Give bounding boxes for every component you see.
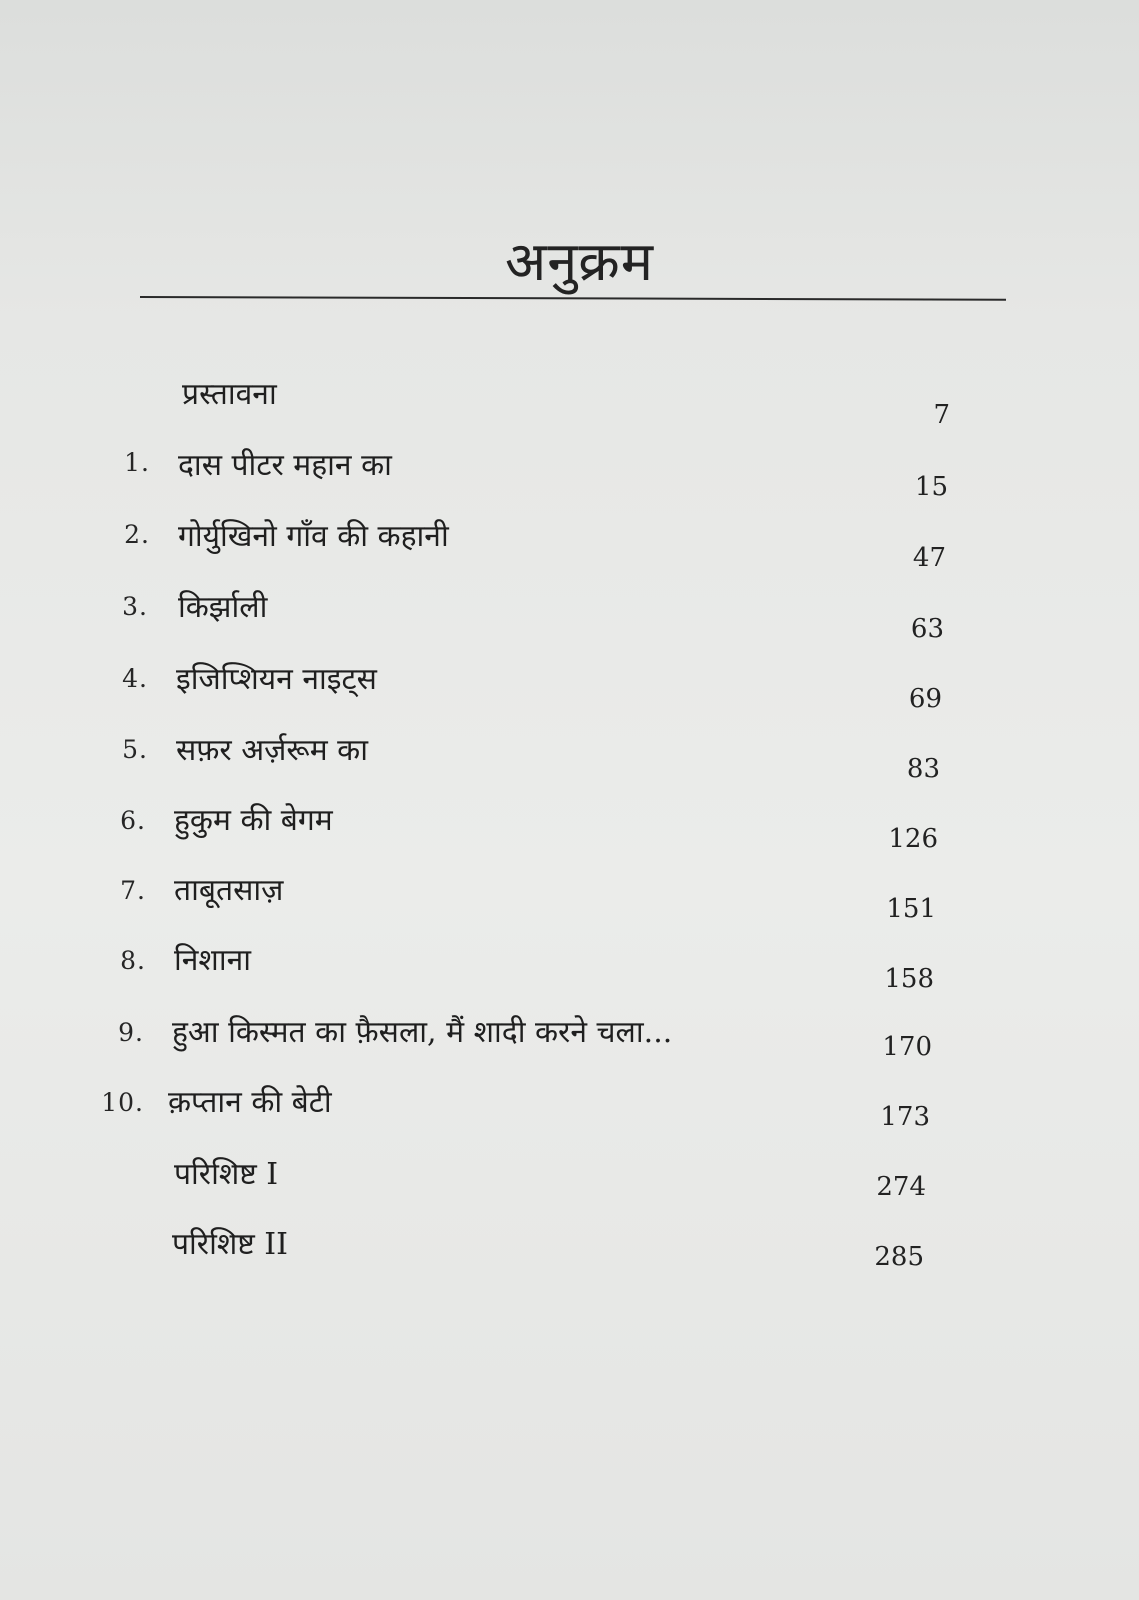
toc-entry-title: परिशिष्ट I: [174, 1157, 279, 1192]
toc-entry-number: 1.: [124, 448, 150, 477]
toc-entry-page: 63: [910, 614, 944, 644]
toc-entry-page: 69: [908, 684, 942, 714]
toc-entry-title: सफ़र अर्ज़रूम का: [176, 733, 368, 768]
toc-entry-number: 8.: [120, 946, 146, 975]
toc-entry-title: ताबूतसाज़: [174, 873, 284, 908]
toc-entry-number: 4.: [122, 664, 148, 693]
toc-entry-number: 2.: [124, 520, 150, 549]
toc-entry-title: निशाना: [174, 943, 252, 978]
toc-entry-title: क़प्तान की बेटी: [168, 1085, 332, 1120]
toc-entry-title: परिशिष्ट II: [172, 1227, 289, 1262]
toc-entry-page: 151: [886, 894, 936, 924]
page-title: अनुक्रम: [505, 230, 654, 293]
toc-entry-title: प्रस्तावना: [182, 377, 277, 412]
toc-entry-number: 10.: [101, 1088, 144, 1117]
toc-entry-page: 7: [933, 400, 950, 430]
toc-entry-title: किर्झाली: [178, 590, 268, 625]
toc-entry-page: 285: [874, 1242, 924, 1272]
toc-entry-number: 9.: [118, 1018, 144, 1047]
toc-entry-number: 6.: [120, 806, 146, 835]
toc-entry-title: दास पीटर महान का: [178, 448, 392, 483]
toc-entry-number: 5.: [122, 735, 148, 764]
toc-entry-page: 274: [876, 1172, 926, 1202]
toc-entry-title: हुकुम की बेगम: [174, 803, 333, 838]
toc-entry-page: 170: [882, 1032, 932, 1062]
toc-entry-title: गोर्युखिनो गाँव की कहानी: [178, 519, 449, 554]
toc-entry-page: 15: [914, 472, 948, 502]
toc-entry-page: 158: [884, 964, 934, 994]
toc-entry-number: 7.: [120, 876, 146, 905]
toc-entry-page: 173: [880, 1102, 930, 1132]
toc-entry-page: 126: [888, 824, 938, 854]
toc-entry-title: हुआ किस्मत का फ़ैसला, मैं शादी करने चला...: [172, 1015, 673, 1050]
toc-entry-page: 83: [906, 754, 940, 784]
toc-entry-page: 47: [912, 543, 946, 573]
toc-entry-number: 3.: [122, 592, 148, 621]
toc-entry-title: इजिप्शियन नाइट्स: [176, 662, 377, 697]
